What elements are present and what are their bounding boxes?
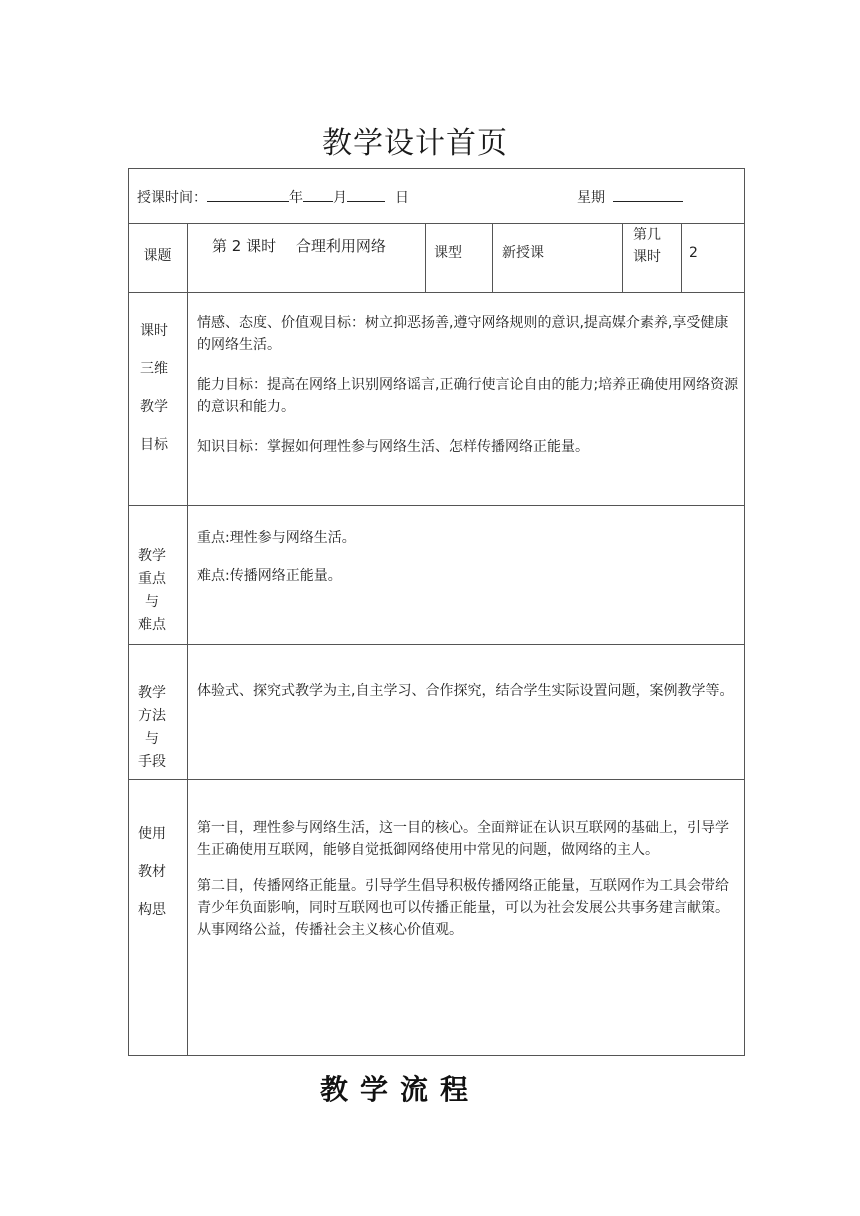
date-blank-field[interactable] [207, 187, 289, 202]
row-divider [128, 779, 745, 780]
material-label-line: 教材 [138, 864, 166, 880]
period-label-line: 课时 [633, 249, 661, 265]
time-label: 授课时间： [137, 190, 207, 206]
key-points-label-line: 重点 [138, 571, 166, 587]
objectives-label [128, 312, 178, 464]
objectives-label-line: 目标 [140, 437, 168, 453]
objectives-label-line: 教学 [140, 399, 168, 415]
material-content [197, 817, 739, 941]
objectives-label-line: 课时 [140, 323, 168, 339]
methods-content [197, 680, 739, 702]
day-blank-field[interactable] [347, 187, 385, 202]
lesson-type-label: 课型 [434, 245, 462, 261]
objectives-content [197, 312, 739, 458]
methods-label-line: 手段 [138, 754, 166, 770]
second-section-text: 第二目，传播网络正能量。引导学生倡导积极传播网络正能量，互联网作为工具会带给青少年负面影响，同时互联网也可以传播正能量，可以为社会发展公共事务建言献策。从事网络公益，传播社会主义核心价值观。 [197, 878, 729, 938]
key-points-label-line: 与 [145, 594, 159, 610]
key-point: 重点:理性参与网络生活。 [197, 530, 356, 546]
methods-label-line: 方法 [138, 708, 166, 724]
period-label [633, 224, 661, 268]
row-divider [128, 292, 745, 293]
column-divider [622, 223, 623, 292]
column-divider [681, 223, 682, 292]
methods-label [128, 682, 176, 774]
key-points-content [197, 527, 739, 587]
topic-label: 课题 [143, 248, 172, 264]
first-section-text: 第一目，理性参与网络生活，这一目的核心。全面辩证在认识互联网的基础上，引导学生正确使用互联网，能够自觉抵御网络使用中常见的问题，做网络的主人。 [197, 820, 729, 858]
day-label: 日 [395, 190, 409, 206]
ability-objective: 能力目标：提高在网络上识别网络谣言,正确行使言论自由的能力;培养正确使用网络资源的意识和能力。 [197, 377, 739, 415]
material-label-line: 使用 [138, 826, 166, 842]
month-blank-field[interactable] [303, 187, 333, 202]
lesson-type-value: 新授课 [502, 245, 544, 261]
key-points-label-line: 教学 [138, 548, 166, 564]
week-blank-field[interactable] [613, 187, 683, 202]
methods-text: 体验式、探究式教学为主,自主学习、合作探究，结合学生实际设置问题，案例教学等。 [197, 683, 734, 699]
week-row [577, 187, 683, 209]
period-label-line: 第几 [633, 227, 661, 243]
topic-value: 第 2 课时 合理利用网络 [212, 237, 386, 255]
year-label: 年 [289, 190, 303, 206]
methods-label-line: 与 [145, 731, 159, 747]
knowledge-objective: 知识目标：掌握如何理性参与网络生活、怎样传播网络正能量。 [197, 439, 589, 455]
teaching-flow-heading: 教学流程 [319, 1073, 480, 1106]
row-divider [128, 505, 745, 506]
material-label [128, 815, 176, 929]
column-divider [492, 223, 493, 292]
month-label: 月 [333, 190, 347, 206]
key-points-label [128, 545, 176, 637]
schedule-row [137, 187, 409, 209]
period-value: 2 [689, 245, 698, 261]
material-label-line: 构思 [138, 902, 166, 918]
label-column-divider [187, 223, 188, 1056]
row-divider [128, 644, 745, 645]
affective-objective: 情感、态度、价值观目标：树立抑恶扬善,遵守网络规则的意识,提高媒介素养,享受健康的网络生活。 [197, 315, 729, 353]
week-label: 星期 [577, 190, 605, 206]
key-points-label-line: 难点 [138, 617, 166, 633]
methods-label-line: 教学 [138, 685, 166, 701]
page-title: 教学设计首页 [322, 126, 508, 161]
column-divider [425, 223, 426, 292]
objectives-label-line: 三维 [140, 361, 168, 377]
difficult-point: 难点:传播网络正能量。 [197, 568, 342, 584]
